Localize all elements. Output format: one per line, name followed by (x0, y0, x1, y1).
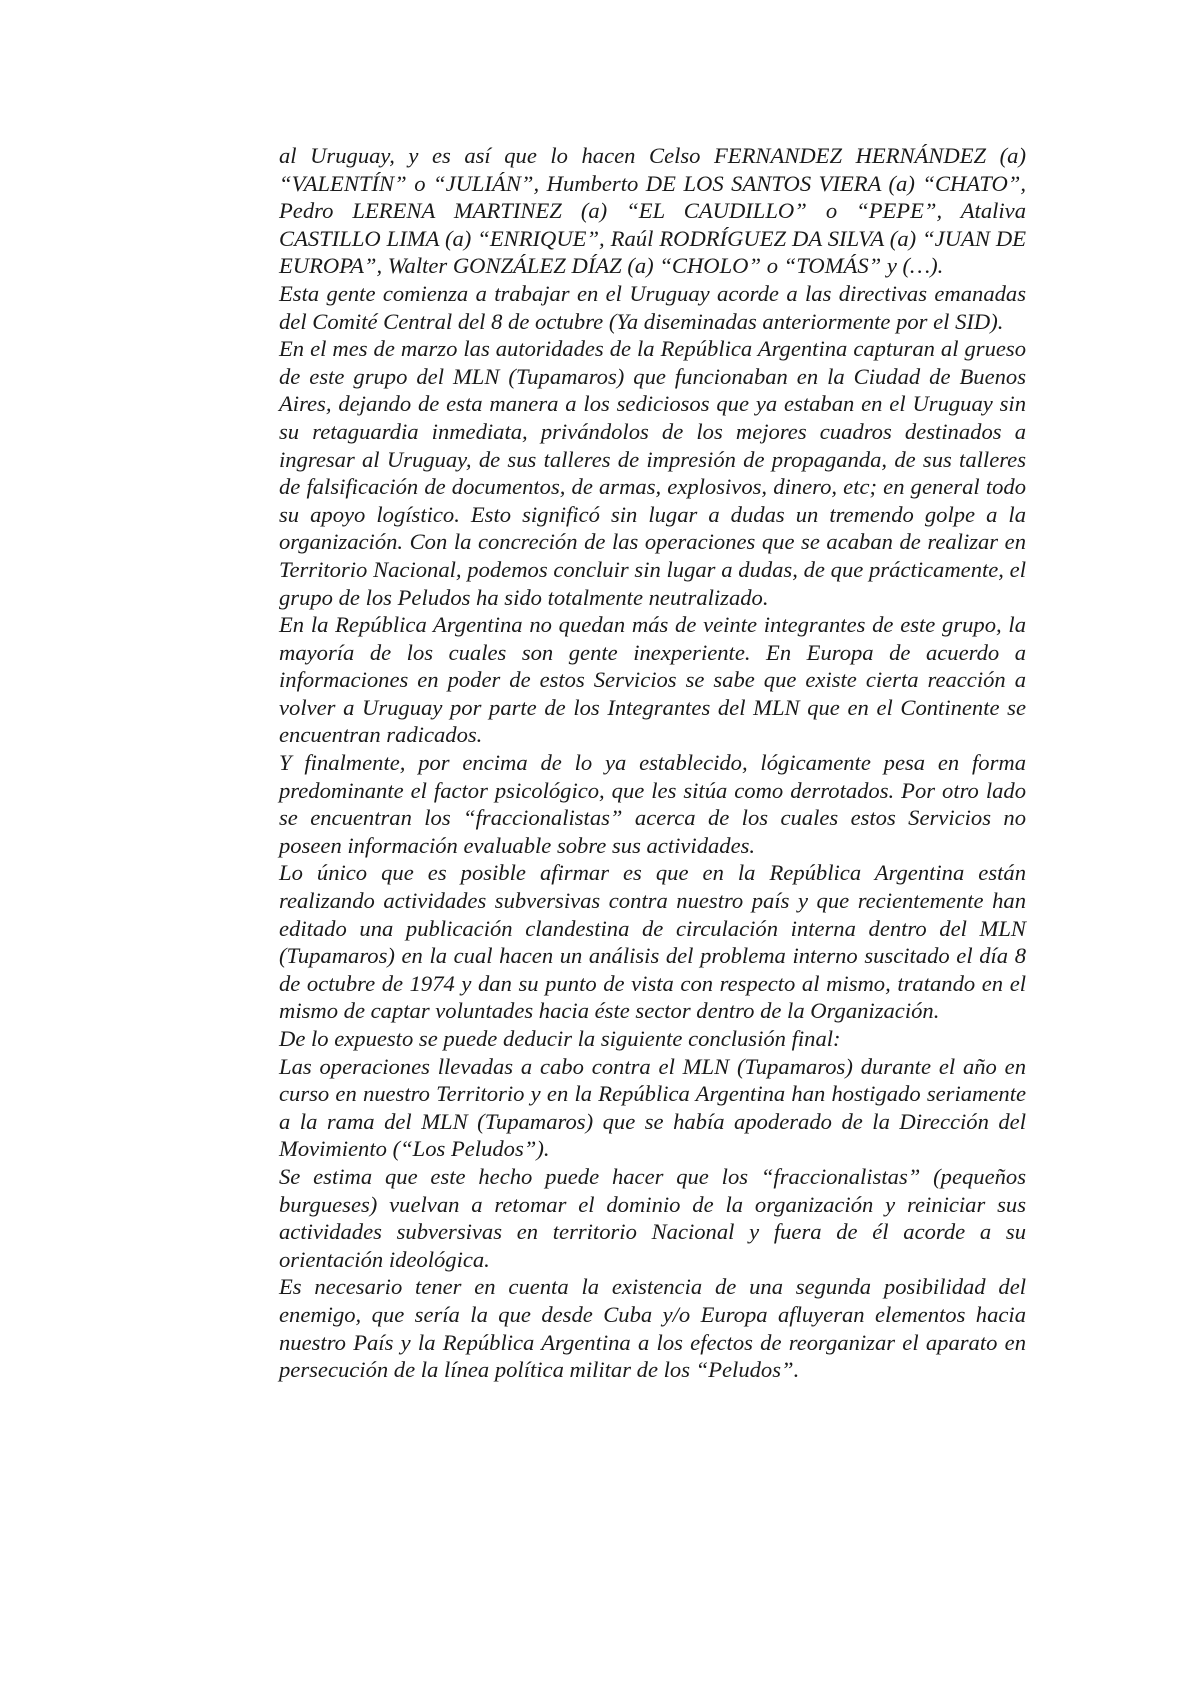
paragraph-1: al Uruguay, y es así que lo hacen Celso FERNANDEZ HERNÁNDEZ (a) “VALENTÍN” o “JULIÁN”, Humberto DE LOS SANTOS VIERA (a) “CHATO”, Pedro LERENA MARTINEZ (a) “EL CAUDILLO” o “PEPE”, Ataliva CASTILLO LIMA (a) “ENRIQUE”, Raúl RODRÍGUEZ DA SILVA (a) “JUAN DE EUROPA”, Walter GONZÁLEZ DÍAZ (a) “CHOLO” o “TOMÁS” y (…). (279, 143, 1026, 279)
paragraph-10: Es necesario tener en cuenta la existencia de una segunda posibilidad del enemigo, que sería la que desde Cuba y/o Europa afluyeran elementos hacia nuestro País y la República Argentina a los efectos de reorganizar el aparato en persecución de la línea política militar de los “Peludos”. (279, 1274, 1026, 1383)
paragraph-4: En la República Argentina no quedan más de veinte integrantes de este grupo, la mayoría de los cuales son gente inexperiente. En Europa de acuerdo a informaciones en poder de estos Servicios se sabe que existe cierta reacción a volver a Uruguay por parte de los Integrantes del MLN que en el Continente se encuentran radicados. (279, 612, 1026, 748)
paragraph-5: Y finalmente, por encima de lo ya establecido, lógicamente pesa en forma predominante el factor psicológico, que les sitúa como derrotados. Por otro lado se encuentran los “fraccionalistas” acerca de los cuales estos Servicios no poseen información evaluable sobre sus actividades. (279, 750, 1026, 858)
paragraph-2: Esta gente comienza a trabajar en el Uruguay acorde a las directivas emanadas del Comité Central del 8 de octubre (Ya diseminadas anteriormente por el SID). (279, 280, 1026, 334)
paragraph-6: Lo único que es posible afirmar es que en la República Argentina están realizando actividades subversivas contra nuestro país y que recientemente han editado una publicación clandestina de circulación interna dentro del MLN (Tupamaros) en la cual hacen un análisis del problema interno suscitado el día 8 de octubre de 1974 y dan su punto de vista con respecto al mismo, tratando en el mismo de captar voluntades hacia éste sector dentro de la Organización. (279, 860, 1026, 1024)
paragraph-7: De lo expuesto se puede deducir la siguiente conclusión final: (279, 1026, 841, 1051)
paragraph-3: En el mes de marzo las autoridades de la República Argentina capturan al grueso de este grupo del MLN (Tupamaros) que funcionaban en la Ciudad de Buenos Aires, dejando de esta manera a los sediciosos que ya estaban en el Uruguay sin su retaguardia inmediata, privándolos de los mejores cuadros destinados a ingresar al Uruguay, de sus talleres de impresión de propaganda, de sus talleres de falsificación de documentos, de armas, explosivos, dinero, etc; en general todo su apoyo logístico. Esto significó sin lugar a dudas un tremendo golpe a la organización. Con la concreción de las operaciones que se acaban de realizar en Territorio Nacional, podemos concluir sin lugar a dudas, de que prácticamente, el grupo de los Peludos ha sido totalmente neutralizado. (279, 336, 1026, 610)
paragraph-9: Se estima que este hecho puede hacer que los “fraccionalistas” (pequeños burgueses) vuelvan a retomar el dominio de la organización y reiniciar sus actividades subversivas en territorio Nacional y fuera de él acorde a su orientación ideológica. (279, 1163, 1026, 1272)
paragraph-8: Las operaciones llevadas a cabo contra el MLN (Tupamaros) durante el año en curso en nuestro Territorio y en la República Argentina han hostigado seriamente a la rama del MLN (Tupamaros) que se había apoderado de la Dirección del Movimiento (“Los Peludos”). (279, 1053, 1026, 1162)
document-body (279, 142, 1026, 1384)
